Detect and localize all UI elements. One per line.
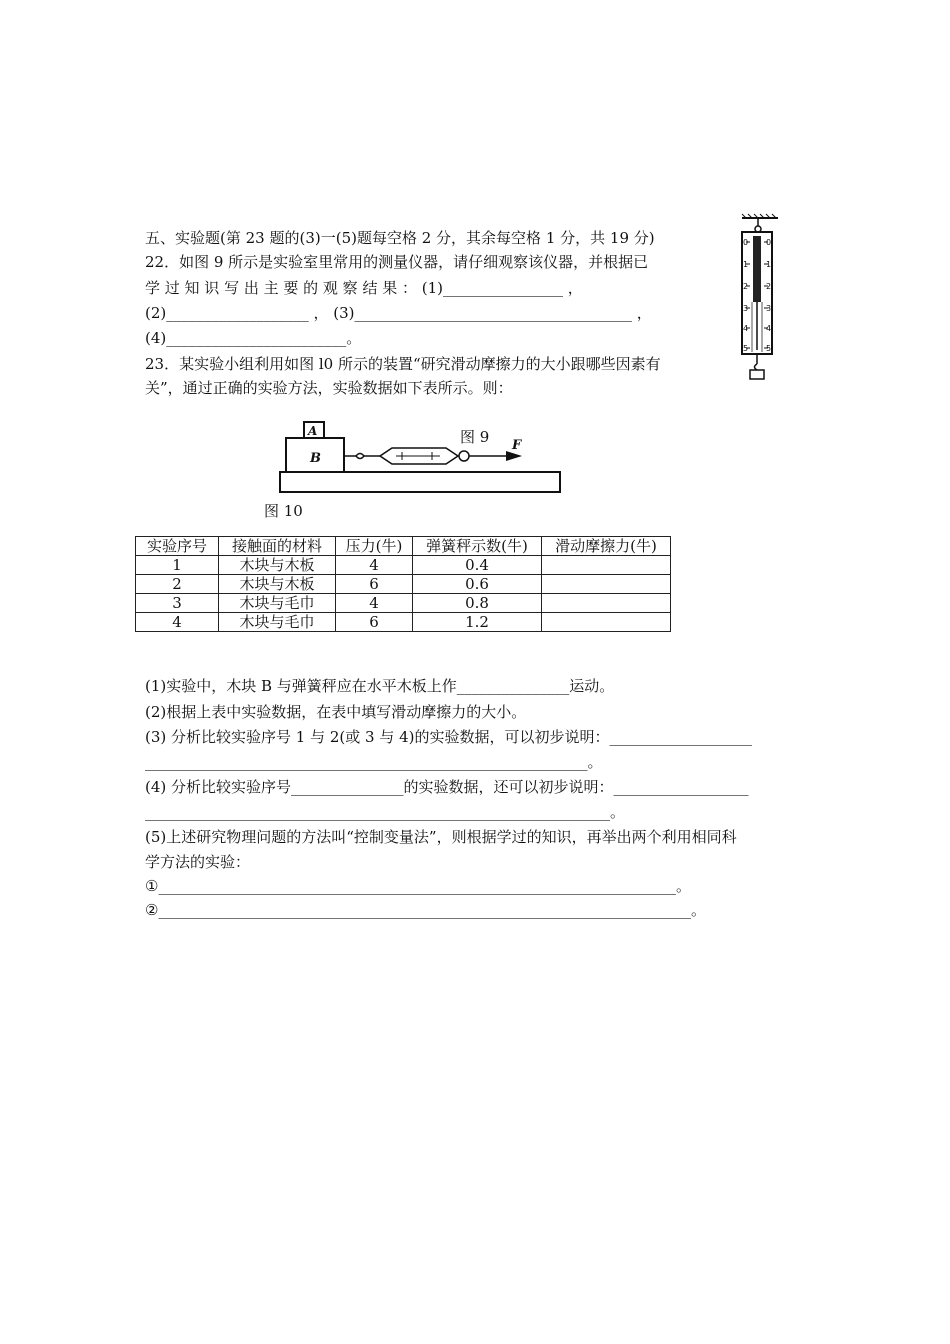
table-row: [136, 613, 671, 632]
table-row: [136, 556, 671, 575]
table-cell: 1: [136, 556, 219, 575]
sub-question-4b: ______________________________________________________________。: [145, 803, 626, 821]
scale-mark-4: 4: [743, 324, 749, 333]
table-cell: 6: [336, 575, 413, 594]
spring-scale-figure: [738, 212, 782, 382]
table-cell: 4: [336, 594, 413, 613]
section-header: 五、实验题(第 23 题的(3)一(5)题每空格 2 分，其余每空格 1 分，共 19 分): [145, 229, 655, 247]
scale-mark-3: 3: [743, 304, 749, 313]
table-cell: 木块与木板: [219, 575, 336, 594]
friction-apparatus-figure: [270, 416, 570, 498]
sub-question-3b: ___________________________________________________________。: [145, 753, 603, 771]
scale-mark-2-right: 2: [766, 282, 772, 291]
table-cell: 木块与毛巾: [219, 594, 336, 613]
scale-mark-0: 0: [743, 238, 749, 247]
table-cell: 0.4: [413, 556, 542, 575]
scale-mark-5: 5: [743, 344, 749, 353]
table-cell: 6: [336, 613, 413, 632]
table-cell-blank[interactable]: [542, 556, 671, 575]
force-label: F: [512, 438, 522, 453]
table-cell-blank[interactable]: [542, 575, 671, 594]
scale-mark-1: 1: [743, 260, 749, 269]
block-b-label: B: [310, 451, 321, 466]
table-header: 弹簧秤示数(牛): [413, 537, 542, 556]
sub-question-2: (2)根据上表中实验数据，在表中填写滑动摩擦力的大小。: [145, 703, 527, 721]
sub-question-5d: ②_______________________________________________________________________。: [145, 901, 706, 919]
table-header: 压力(牛): [336, 537, 413, 556]
table-header: 接触面的材料: [219, 537, 336, 556]
table-cell: 2: [136, 575, 219, 594]
scale-mark-3-right: 3: [766, 304, 772, 313]
table-cell: 0.6: [413, 575, 542, 594]
scale-mark-1-right: 1: [766, 260, 772, 269]
fig10-label: 图 10: [264, 502, 303, 520]
table-row: [136, 575, 671, 594]
table-cell: 木块与毛巾: [219, 613, 336, 632]
table-cell-blank[interactable]: [542, 594, 671, 613]
table-row: [136, 594, 671, 613]
q23-line2: 关”，通过正确的实验方法，实验数据如下表所示。则：: [145, 379, 513, 397]
sub-question-5c: ①_____________________________________________________________________。: [145, 877, 691, 895]
q22-line4: (4)________________________。: [145, 329, 362, 347]
table-cell: 1.2: [413, 613, 542, 632]
q22-line3: (2)___________________ ， (3)_____________________________________ ，: [145, 304, 652, 322]
sub-question-5b: 学方法的实验：: [145, 853, 251, 871]
experiment-table: [135, 536, 671, 632]
scale-mark-0-right: 0: [766, 238, 772, 247]
table-cell: 木块与木板: [219, 556, 336, 575]
table-cell-blank[interactable]: [542, 613, 671, 632]
table-cell: 0.8: [413, 594, 542, 613]
sub-question-1: (1)实验中，木块 B 与弹簧秤应在水平木板上作_______________运动。: [145, 677, 615, 695]
sub-question-5a: (5)上述研究物理问题的方法叫“控制变量法”，则根据学过的知识，再举出两个利用相同科: [145, 828, 737, 846]
scale-mark-2: 2: [743, 282, 749, 291]
table-header: 滑动摩擦力(牛): [542, 537, 671, 556]
table-header: 实验序号: [136, 537, 219, 556]
table-cell: 4: [136, 613, 219, 632]
q22-line1: 22．如图 9 所示是实验室里常用的测量仪器，请仔细观察该仪器，并根据已: [145, 253, 649, 271]
scale-mark-5-right: 5: [766, 344, 772, 353]
block-a-label: A: [308, 424, 318, 438]
fig9-label: 图 9: [460, 428, 490, 446]
table-cell: 3: [136, 594, 219, 613]
sub-question-4a: (4) 分析比较实验序号_______________的实验数据，还可以初步说明：__________________: [145, 778, 749, 796]
q22-line2: 学 过 知 识 写 出 主 要 的 观 察 结 果 ： (1)________________ ，: [145, 279, 583, 297]
scale-mark-4-right: 4: [766, 324, 772, 333]
table-cell: 4: [336, 556, 413, 575]
table-header-row: [136, 537, 671, 556]
sub-question-3a: (3) 分析比较实验序号 1 与 2(或 3 与 4)的实验数据，可以初步说明：___________________: [145, 728, 753, 746]
q23-line1: 23．某实验小组利用如图 l0 所示的装置“研究滑动摩擦力的大小跟哪些因素有: [145, 355, 661, 373]
